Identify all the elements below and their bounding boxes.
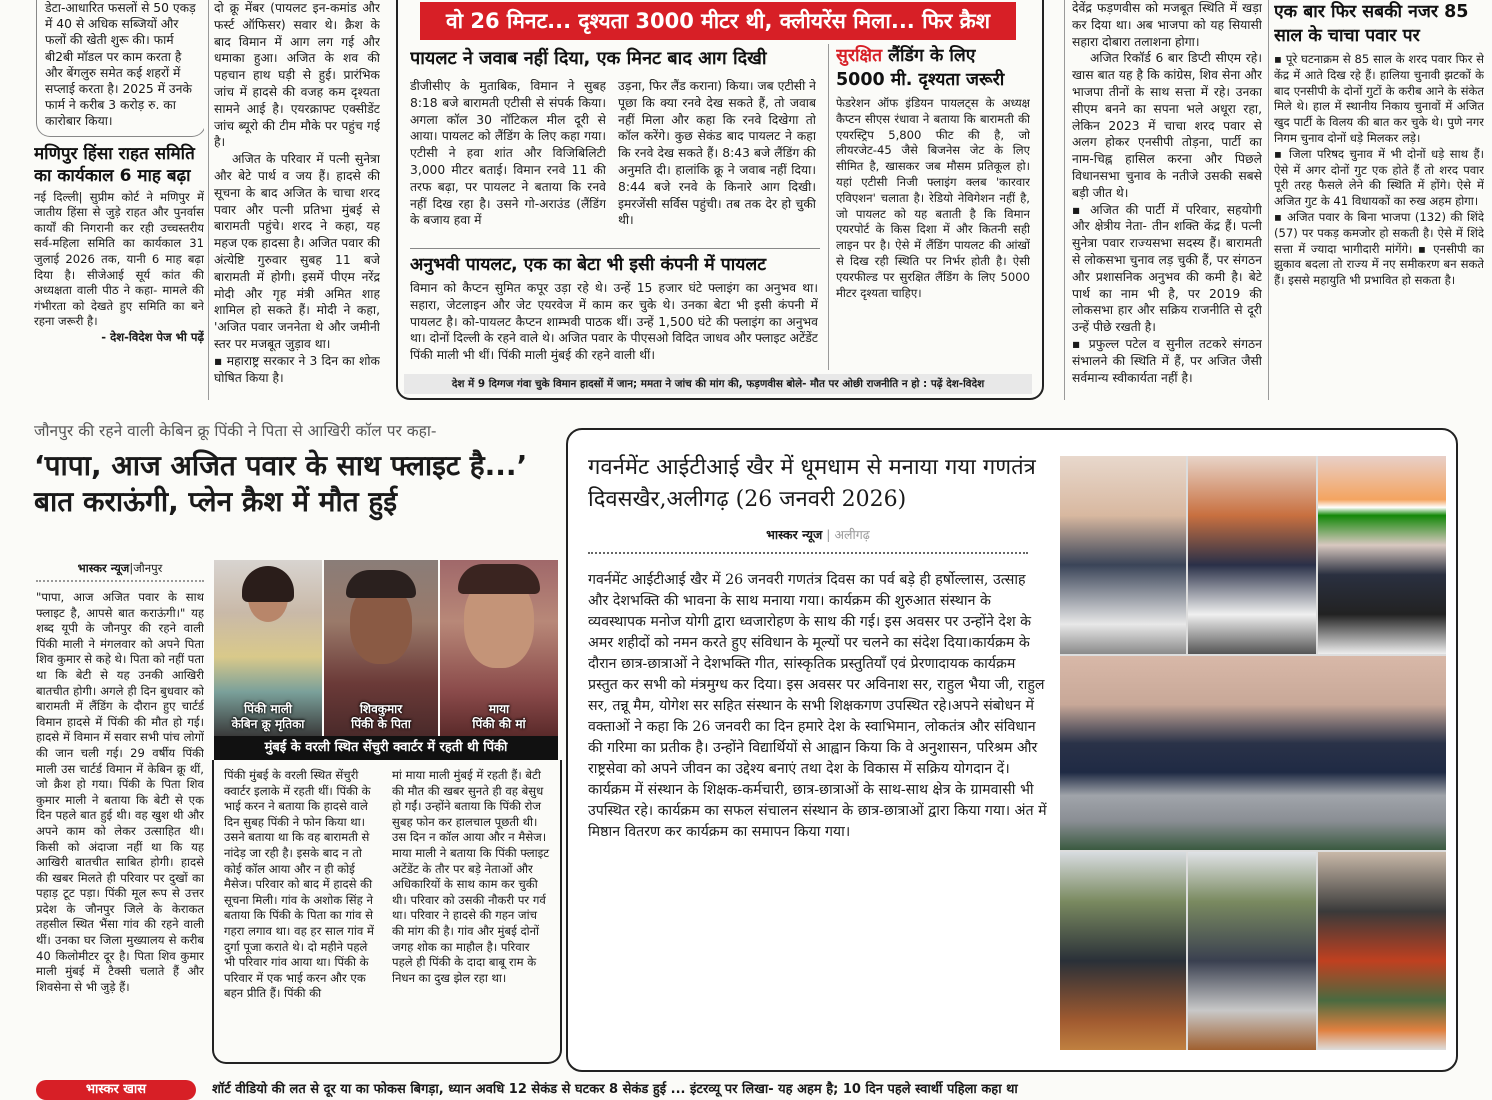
ajit-story-p1: दो क्रू मेंबर (पायलट इन-कमांड और फर्स्ट ऑफिसर) सवार थे। क्रैश के बाद विमान में आग लग गई और धमाका हुआ। अजित के शव की पहचान हाथ घड़ी से हुई। प्रारंभिक जांच में हादसे की वजह कम दृश्यता सामने आई है। एयरक्राफ्ट एक्सीडेंट जांच ब्यूरो की टीम मौके पर पहुंच गई है। [214,1,380,150]
dotted-divider [588,552,1028,554]
sharad-pawar-section [1274,0,1484,400]
experienced-pilot-story: विमान को कैप्टन सुमित कपूर उड़ा रहे थे। उन्हें 15 हजार घंटे फ्लाइंग का अनुभव था। सहारा, जेटलाइन और जेट एयरवेज में काम कर चुके थे। उनका बेटा भी इसी कंपनी में पायलट है। को-पायलट कैप्टन शाम्भवी पाठक थीं। उन्हें 1,500 घंटे की फ्लाइंग का अनुभव था। दोनों दिल्ली के रहने वाले थे। अजित पवार के पीएसओ विदित जाधव और फ्लाइट अटेंडेंट पिंकी माली भी थीं। पिंकी माली मुंबई की रहने वाली थीं। [410,281,818,363]
caption-role: पिंकी के पिता [351,717,411,731]
see-also-link[interactable]: - देश-विदेश पेज भी पढ़ें [101,329,204,344]
photo-father [324,560,438,736]
column-divider [1268,0,1269,400]
legacy-p2: अजित रिकॉर्ड 6 बार डिप्टी सीएम रहे। खास बात यह है कि कांग्रेस, शिव सेना और भाजपा तीनों के साथ सत्ता में रहे। उनका सीएम बनने का सपना भले अधूरा रहा, लेकिन 2023 में चाचा शरद पवार से अलग होकर एनसीपी तोड़ना, पार्टी का नाम-चिह्न हासिल करना और पिछले विधानसभा चुनाव के नतीजे उसकी सबसे बड़ी जीत थे। [1072,51,1262,200]
farm-story-text: डेटा-आधारित फसलों से 50 एकड़ में 40 से अधिक सब्जियों और फलों की खेती शुरू की। फार्म बी2बी मॉडल पर काम करता है और बेंगलुरु समेत कई शहरों में सप्लाई करता है। 2025 में उनके फार्म ने करीब 3 करोड़ रु. का कारोबार किया। [45,1,196,129]
iti-byline [588,526,1048,544]
caption-name: शिवकुमार [359,702,403,716]
manipur-story [34,190,204,346]
pinki-kicker: जौनपुर की रहने वाली केबिन क्रू पिंकी ने पिता से आखिरी कॉल पर कहा- [34,422,437,440]
column-divider [208,0,209,400]
byline-agency: भास्कर न्यूज [77,561,130,575]
column-divider [828,44,829,370]
bottom-ticker-headline[interactable]: शॉर्ट वीडियो की लत से दूर या का फोकस बिगड़ा, ध्यान अवधि 12 सेकंड से घटकर 8 सेकंड हुई ... इंटरव्यू पर लिखा- यह अहम है; 10 दिन पहले स्वार्थी पहिला कहा था [212,1082,1018,1097]
pilot-no-reply-headline: पायलट ने जवाब नहीं दिया, एक मिनट बाद आग दिखी [410,48,767,69]
safe-landing-story: फेडरेशन ऑफ इंडियन पायलट्स के अध्यक्ष कैप्टन सीएस रंधावा ने बताया कि बारामती की एयरस्ट्रिप 5,800 फीट की है, जो लीयरजेट-45 जैसे बिजनेस जेट के लिए सीमित है, खासकर जब मौसम प्रतिकूल हो। यहां एटीसी निजी फ्लाइंग क्लब 'कारवार एविएशन' चलाता है। रेडियो नेविगेशन नहीं है, जो पायलट को यह बताती है कि विमान एयरपोर्ट के किस दिशा में और कितनी सही लाइन पर है। ऐसे में लैंडिंग पायलट की आंखों से दिख रही स्थिति पर निर्भर होती है। ऐसी एयरफील्ड पर सुरक्षित लैंडिंग के लिए 5000 मीटर दृश्यता चाहिए। [836,96,1030,300]
bhaskar-khas-badge: भास्कर खास [36,1080,196,1100]
sharad-p3: ▪ अजित पवार के बिना भाजपा (132) की शिंदे (57) पर पकड़ कमजोर हो सकती है। ऐसे में शिंदे सत्ता में ज्यादा भागीदारी मांगेंगे। ▪ एनसीपी का झुकाव बदला तो राज्य में नए समीकरण बन सकते हैं। इससे महायुति भी प्रभावित हो सकता है। [1274,209,1484,288]
photo-felicitation-1 [1060,456,1186,654]
sharad-pawar-story [1274,52,1484,289]
pilot-story-right: उड़ना, फिर लैंड कराना) किया। जब एटीसी ने पूछा कि क्या रनवे देख सकते हैं, तो जवाब नहीं मिला और कहा कि रनवे दिखेगा तो कॉल करेंगे। कुछ सेकंड बाद पायलट ने कहा कि रनवे देख सकते हैं। 8:43 बजे लैंडिंग की अनुमति दी। हालांकि क्रू ने जवाब नहीं दिया। 8:44 बजे रनवे के किनारे आग दिखी। इमरजेंसी सर्विस पहुंची। तब तक देर हो चुकी थी। [618,79,816,228]
byline-separator: | [129,561,134,575]
photo-mother [440,560,558,736]
photo-pinki [214,560,322,736]
caption-role: केबिन क्रू मृतिका [231,717,305,731]
pinki-left-column [36,560,204,1072]
sharad-p2: ▪ जिला परिषद चुनाव में भी दोनों धड़े साथ हैं। ऐसे में अगर दोनों गुट एक होते हैं तो शरद पवार पूरी तरह फैसले लेने की स्थिति में होंगे। ऐसे में अजित गुट के 41 विधायकों का रुख अहम होगा। [1274,146,1484,209]
safe-landing-headline-red: सुरक्षित [836,46,883,66]
ajit-legacy-column [1072,0,1262,400]
pinki-byline [36,560,204,576]
crash-banner-headline: वो 26 मिनट... दृश्यता 3000 मीटर थी, क्लीयरेंस मिला... फिर क्रैश [420,2,1016,40]
hair-shape [242,566,294,602]
photo-sweets-1 [1060,852,1186,1050]
manipur-body-text: नई दिल्ली| सुप्रीम कोर्ट ने मणिपुर में जातीय हिंसा से जुड़े राहत और पुनर्वास कार्यों की निगरानी कर रही उच्चस्तरीय सर्व-महिला समिति का कार्यकाल 31 जुलाई 2026 तक, यानी 6 माह बढ़ा दिया है। सीजेआई सूर्य कांत की अध्यक्षता वाली पीठ ने कहा- मामले की गंभीरता को देखते हुए समिति का बने रहना जरूरी है। [34,189,204,329]
sharad-p1: ▪ पूरे घटनाक्रम से 85 साल के शरद पवार फिर से केंद्र में आते दिख रहे हैं। हालिया चुनावी झटकों के बाद एनसीपी के दोनों गुटों के करीब आने के संकेत मिले थे। हाल में स्थानीय निकाय चुनावों में अजित खुद पार्टी के विलय की बात कर चुके थे। पुणे नगर निगम चुनाव दोनों धड़े मिलकर लड़े। [1274,52,1484,145]
ajit-story-p2: अजित के परिवार में पत्नी सुनेत्रा और बेटे पार्थ व जय हैं। हादसे की सूचना के बाद अजित के चाचा शरद पवार और पत्नी प्रतिभा मुंबई से बारामती पहुंचे। शरद ने कहा, यह महज एक हादसा है। अजित पवार की अंत्येष्टि गुरुवार सुबह 11 बजे बारामती में होगी। इसमें पीएम नरेंद्र मोदी और गृह मंत्री अमित शाह शामिल हो सकते हैं। मोदी ने कहा, 'अजित पवार जननेता थे और जमीनी स्तर पर मजबूत जुड़ाव था। [214,152,380,351]
legacy-p3: ▪ अजित की पार्टी में परिवार, सहयोगी और क्षेत्रीय नेता- तीन शक्ति केंद्र हैं। पत्नी सुनेत्रा पवार राज्यसभा सदस्य हैं। बारामती से लोकसभा चुनाव लड़ चुकी हैं, पर संगठन और प्रशासनिक अनुभव की कमी है। बेटे पार्थ का नाम भी है, पर 2019 की लोकसभा हार और सक्रिय राजनीति से दूरी उन्हें पीछे रखती है। [1072,202,1262,335]
dotted-divider [36,580,204,582]
worli-story-left: पिंकी मुंबई के वरली स्थित सेंचुरी क्वार्टर इलाके में रहती थीं। पिंकी के भाई करन ने बताया कि हादसे वाले दिन सुबह पिंकी ने फोन किया था। उसने बताया था कि वह बारामती से नांदेड़ जा रही है। इसके बाद न तो कोई कॉल आया और न ही कोई मैसेज। परिवार को बाद में हादसे की सूचना मिली। गांव के अशोक सिंह ने बताया कि पिंकी के पिता का गांव से गहरा लगाव था। वह हर साल गांव में दुर्गा पूजा कराते थे। दो महीने पहले भी परिवार गांव आया था। पिंकी के परिवार में एक भाई करन और एक बहन प्रीति हैं। पिंकी की [224,768,374,1001]
caption-name: पिंकी माली [244,702,292,716]
byline-location: जौनपुर [133,561,163,575]
worli-subheadline-bar: मुंबई के वरली स्थित सेंचुरी क्वार्टर में रहती थी पिंकी [214,736,558,760]
ajit-story-p3: ▪ महाराष्ट्र सरकार ने 3 दिन का शोक घोषित किया है। [214,353,380,385]
photo-caption [440,702,558,732]
farm-story-box [36,0,204,137]
photo-flag-desk [1318,456,1446,654]
byline-location: अलीगढ़ [834,527,870,542]
hair-shape [458,564,540,594]
caption-name: माया [488,702,510,716]
caption-role: पिंकी की मां [472,717,526,731]
iti-photo-collage [1060,456,1446,1050]
photo-sweets-3 [1318,852,1446,1050]
sharad-pawar-headline: एक बार फिर सबकी नजर 85 साल के चाचा पवार पर [1274,2,1469,46]
pinki-story-body: "पापा, आज अजित पवार के साथ फ्लाइट है, आपसे बात कराऊंगी।" यह शब्द यूपी के जौनपुर की रहने वाली पिंकी माली ने मंगलवार को अपने पिता शिव कुमार से कहे थे। पिता को नहीं पता था कि बेटी से यह उनकी आखिरी बातचीत होगी। अगले ही दिन बुधवार को बारामती में लैंडिंग के दौरान हुए चार्टर्ड विमान हादसे में पिंकी की मौत हो गई। हादसे में विमान में सवार सभी पांच लोगों की जान चली गई। 29 वर्षीय पिंकी माली उस चार्टर्ड विमान में केबिन क्रू थीं, जो क्रैश हो गया। पिंकी के पिता शिव कुमार माली ने बताया कि बेटी से एक दिन पहले बात हुई थी। वह खुश थी और अपने काम को लेकर उत्साहित थी। किसी को अंदाजा नहीं था कि यह आखिरी बातचीत साबित होगी। हादसे की खबर मिलते ही परिवार पर दुखों का पहाड़ टूट पड़ा। पिंकी मूल रूप से उत्तर प्रदेश के जौनपुर जिले के केराकत तहसील स्थित भैंसा गांव की रहने वाली थीं। उनका घर जिला मुख्यालय से करीब 40 किलोमीटर दूर है। पिता शिव कुमार माली मुंबई में टैक्सी चलाते हैं और शिवसेना से भी जुड़े हैं। [36,590,204,994]
photo-caption [324,702,438,732]
safe-landing-section [836,44,1030,370]
experienced-pilot-headline: अनुभवी पायलट, एक का बेटा भी इसी कंपनी में पायलट [410,255,767,275]
photo-felicitation-2 [1188,456,1316,654]
pinki-header [34,420,562,520]
ajit-story-column [214,0,380,400]
column-divider [1064,0,1065,400]
photo-group [1060,656,1446,850]
photo-sweets-2 [1188,852,1316,1050]
iti-story-body: गवर्नमेंट आईटीआई खैर में 26 जनवरी गणतंत्र दिवस का पर्व बड़े ही हर्षोल्लास, उत्साह और देशभक्ति की भावना के साथ मनाया गया। कार्यक्रम की शुरुआत संस्थान के व्यवस्थापक मनोज योगी द्वारा ध्वजारोहण के साथ की गई। इस अवसर पर उन्होंने देश के अमर शहीदों को नमन करते हुए संविधान के मूल्यों पर चलने का संदेश दिया।कार्यक्रम के दौरान छात्र-छात्राओं ने देशभक्ति गीत, सांस्कृतिक प्रस्तुतियाँ एवं प्रेरणादायक कार्यक्रम प्रस्तुत कर सभी को मंत्रमुग्ध कर दिया। इस अवसर पर अविनाश सर, राहुल भैया जी, राहुल सर, तन्नू मैम, योगेश सर सहित संस्थान के सभी शिक्षकगण उपस्थित रहे।अपने संबोधन में वक्ताओं ने कहा कि 26 जनवरी का दिन हमारे देश के स्वाभिमान, लोकतंत्र और संविधान की गरिमा का प्रतीक है। उन्होंने विद्यार्थियों से आह्वान किया कि वे अनुशासन, परिश्रम और राष्ट्रसेवा को अपने जीवन का उद्देश्य बनाएं तथा देश के विकास में सक्रिय योगदान दें।कार्यक्रम में संस्थान के शिक्षक-कर्मचारी, छात्र-छात्राओं के साथ-साथ क्षेत्र के ग्रामवासी भी उपस्थित रहे। कार्यक्रम का सफल संचालन संस्थान के छात्र-छात्राओं द्वारा किया गया। अंत में मिष्ठान वितरण कर कार्यक्रम का समापन किया गया। [588,572,1047,840]
byline-agency: भास्कर न्यूज [766,527,823,542]
safe-landing-headline [836,44,1030,92]
left-column [34,0,204,400]
byline-separator: | [826,527,831,542]
section-divider [410,248,820,249]
pilot-story-left: डीजीसीए के मुताबिक, विमान ने सुबह 8:18 बजे बारामती एटीसी से संपर्क किया। अगला कॉल 30 नॉटिकल मील दूरी से आया। पायलट को लैंडिंग के लिए कहा गया। एटीसी ने हवा शांत और विजिबिलिटी 3,000 मीटर बताई। विमान रनवे 11 की तरफ बढ़ा, पर पायलट ने बताया कि रनवे नहीं दिख रहा है। उसने गो-अराउंड (लैंडिंग के बजाय हवा में [410,79,606,228]
legacy-p4: ▪ प्रफुल्ल पटेल व सुनील तटकरे संगठन संभालने की स्थिति में हैं, पर अजित जैसी सर्वमान्य स्वीकार्यता नहीं है। [1072,336,1262,385]
family-photo-strip [214,560,558,736]
iti-story-text-area [588,452,1048,1052]
pinki-headline: ‘पापा, आज अजित पवार के साथ फ्लाइट है...’ बात कराऊंगी, प्लेन क्रैश में मौत हुई [34,449,528,518]
manipur-headline: मणिपुर हिंसा राहत समिति का कार्यकाल 6 माह बढ़ा [34,143,195,186]
legacy-p1: देवेंद्र फड़णवीस को मजबूत स्थिति में खड़ा कर दिया था। अब भाजपा को यह सियासी सहारा दोबारा तलाशना होगा। [1072,1,1262,49]
hair-shape [346,570,416,598]
photo-caption [214,702,322,732]
worli-story-right: मां माया माली मुंबई में रहती हैं। बेटी की मौत की खबर सुनते ही वह बेसुध हो गईं। उन्होंने बताया कि पिंकी रोज सुबह फोन कर हालचाल पूछती थी। उस दिन न कॉल आया और न मैसेज। माया माली ने बताया कि पिंकी फ्लाइट अटेंडेंट के तौर पर बड़े नेताओं और अधिकारियों के साथ काम कर चुकी थी। परिवार को उसकी नौकरी पर गर्व था। परिवार ने हादसे की गहन जांच की मांग की है। गांव और मुंबई दोनों जगह शोक का माहौल है। परिवार पहले ही पिंकी के दादा बाबू राम के निधन का दुख झेल रहा था। [392,768,550,985]
read-more-strip[interactable]: देश में 9 दिग्गज गंवा चुके विमान हादसों में जान; ममता ने जांच की मांग की, फड़णवीस बोले- मौत पर ओछी राजनीति न हो : पढ़ें देश-विदेश [404,374,1032,394]
iti-headline: गवर्नमेंट आईटीआई खैर में धूमधाम से मनाया गया गणतंत्र दिवसखैर,अलीगढ़ (26 जनवरी 2026) [588,455,1036,512]
safe-landing-headline-rest: लैंडिंग के लिए 5000 मी. दृश्यता जरूरी [836,46,1005,90]
